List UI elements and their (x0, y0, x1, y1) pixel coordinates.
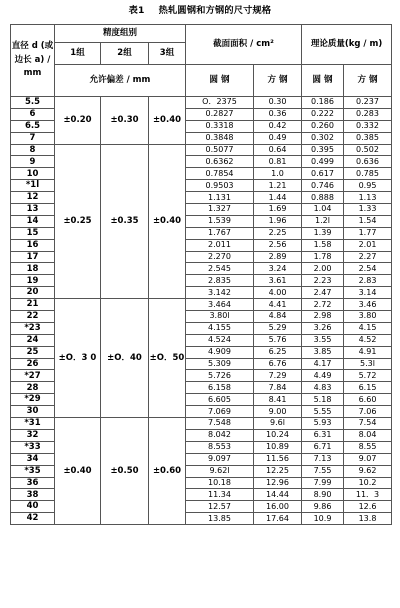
round-area-cell: 6.158 (186, 382, 254, 394)
header-round-area: 圆 钢 (186, 65, 254, 97)
round-area-cell: 2.545 (186, 263, 254, 275)
diameter-cell: 19 (11, 275, 55, 287)
table-row (11, 418, 392, 430)
tolerance-group2-cell: ±0.50 (101, 418, 149, 525)
header-precision-group: 精度组别 (55, 25, 186, 43)
tolerance-group1-cell: ±0.25 (55, 144, 101, 299)
square-area-cell: 4.41 (254, 299, 302, 311)
round-area-cell: 1.327 (186, 204, 254, 216)
diameter-cell: 6 (11, 108, 55, 120)
round-area-cell: 12.57 (186, 501, 254, 513)
round-area-cell: 11.34 (186, 489, 254, 501)
tolerance-group3-cell: ±0.60 (149, 418, 186, 525)
diameter-cell: 7 (11, 132, 55, 144)
round-mass-cell: 0.888 (302, 192, 344, 204)
round-mass-cell: 0.617 (302, 168, 344, 180)
square-mass-cell: 7.54 (344, 418, 392, 430)
header-round-mass: 圆 钢 (302, 65, 344, 97)
diameter-cell: 36 (11, 477, 55, 489)
round-area-cell: 0.3848 (186, 132, 254, 144)
header-area: 截面面积 / cm² (186, 25, 302, 65)
square-mass-cell: 1.77 (344, 227, 392, 239)
square-area-cell: 0.42 (254, 120, 302, 132)
square-mass-cell: 7.06 (344, 406, 392, 418)
square-area-cell: 14.44 (254, 489, 302, 501)
square-area-cell: 7.29 (254, 370, 302, 382)
square-area-cell: 16.00 (254, 501, 302, 513)
square-mass-cell: 2.83 (344, 275, 392, 287)
round-mass-cell: 3.85 (302, 346, 344, 358)
round-area-cell: 3.80l (186, 311, 254, 323)
diameter-cell: 38 (11, 489, 55, 501)
round-area-cell: 8.042 (186, 429, 254, 441)
steel-size-table (10, 24, 392, 525)
diameter-cell: *1l (11, 180, 55, 192)
round-area-cell: 0.7854 (186, 168, 254, 180)
round-mass-cell: 1.58 (302, 239, 344, 251)
round-mass-cell: 4.17 (302, 358, 344, 370)
diameter-cell: 30 (11, 406, 55, 418)
square-area-cell: 5.76 (254, 334, 302, 346)
square-area-cell: 1.96 (254, 215, 302, 227)
square-area-cell: 12.25 (254, 465, 302, 477)
square-mass-cell: 4.91 (344, 346, 392, 358)
square-area-cell: 10.24 (254, 429, 302, 441)
square-mass-cell: 9.07 (344, 453, 392, 465)
diameter-cell: 24 (11, 334, 55, 346)
diameter-cell: 10 (11, 168, 55, 180)
square-area-cell: 1.0 (254, 168, 302, 180)
diameter-cell: 26 (11, 358, 55, 370)
round-area-cell: 2.835 (186, 275, 254, 287)
round-area-cell: 9.097 (186, 453, 254, 465)
round-mass-cell: 1.04 (302, 204, 344, 216)
square-area-cell: 7.84 (254, 382, 302, 394)
round-mass-cell: 5.93 (302, 418, 344, 430)
square-area-cell: 2.89 (254, 251, 302, 263)
round-mass-cell: 5.55 (302, 406, 344, 418)
round-area-cell: 4.909 (186, 346, 254, 358)
square-mass-cell: 1.33 (344, 204, 392, 216)
round-area-cell: 10.18 (186, 477, 254, 489)
diameter-cell: 28 (11, 382, 55, 394)
square-mass-cell: 0.332 (344, 120, 392, 132)
diameter-cell: 16 (11, 239, 55, 251)
round-mass-cell: 0.499 (302, 156, 344, 168)
square-mass-cell: 0.283 (344, 108, 392, 120)
round-mass-cell: 2.00 (302, 263, 344, 275)
header-tolerance: 允许偏差 / mm (55, 65, 186, 97)
square-mass-cell: 0.95 (344, 180, 392, 192)
square-area-cell: 6.25 (254, 346, 302, 358)
square-mass-cell: 6.15 (344, 382, 392, 394)
diameter-cell: 20 (11, 287, 55, 299)
square-mass-cell: 3.46 (344, 299, 392, 311)
round-mass-cell: 7.55 (302, 465, 344, 477)
diameter-cell: 15 (11, 227, 55, 239)
square-mass-cell: 1.54 (344, 215, 392, 227)
round-mass-cell: 1.78 (302, 251, 344, 263)
square-mass-cell: 8.55 (344, 441, 392, 453)
round-mass-cell: 4.83 (302, 382, 344, 394)
diameter-cell: 40 (11, 501, 55, 513)
round-area-cell: 4.524 (186, 334, 254, 346)
square-area-cell: 8.41 (254, 394, 302, 406)
diameter-cell: 13 (11, 204, 55, 216)
square-mass-cell: 13.8 (344, 513, 392, 525)
round-area-cell: 2.011 (186, 239, 254, 251)
diameter-cell: *29 (11, 394, 55, 406)
diameter-cell: 21 (11, 299, 55, 311)
round-mass-cell: 9.86 (302, 501, 344, 513)
diameter-cell: 6.5 (11, 120, 55, 132)
diameter-cell: 18 (11, 263, 55, 275)
square-area-cell: 2.56 (254, 239, 302, 251)
round-area-cell: 5.726 (186, 370, 254, 382)
square-mass-cell: 4.52 (344, 334, 392, 346)
square-area-cell: 0.81 (254, 156, 302, 168)
round-area-cell: 1.767 (186, 227, 254, 239)
square-area-cell: 3.61 (254, 275, 302, 287)
square-mass-cell: 3.14 (344, 287, 392, 299)
header-group3: 3组 (149, 43, 186, 65)
round-mass-cell: 1.2l (302, 215, 344, 227)
square-area-cell: 17.64 (254, 513, 302, 525)
square-area-cell: 0.49 (254, 132, 302, 144)
round-area-cell: 4.155 (186, 322, 254, 334)
round-mass-cell: 7.13 (302, 453, 344, 465)
diameter-cell: 32 (11, 429, 55, 441)
tolerance-group2-cell: ±0.35 (101, 144, 149, 299)
diameter-cell: 42 (11, 513, 55, 525)
round-mass-cell: 10.9 (302, 513, 344, 525)
diameter-cell: 14 (11, 215, 55, 227)
round-area-cell: 5.309 (186, 358, 254, 370)
square-area-cell: 9.6l (254, 418, 302, 430)
round-mass-cell: 3.26 (302, 322, 344, 334)
tolerance-group1-cell: ±O．3 0 (55, 299, 101, 418)
diameter-cell: 17 (11, 251, 55, 263)
round-mass-cell: 6.71 (302, 441, 344, 453)
round-mass-cell: 8.90 (302, 489, 344, 501)
header-square-mass: 方 钢 (344, 65, 392, 97)
round-mass-cell: 3.55 (302, 334, 344, 346)
square-mass-cell: 2.01 (344, 239, 392, 251)
square-area-cell: 12.96 (254, 477, 302, 489)
round-area-cell: 7.548 (186, 418, 254, 430)
header-group2: 2组 (101, 43, 149, 65)
square-area-cell: 0.36 (254, 108, 302, 120)
round-area-cell: 1.539 (186, 215, 254, 227)
square-mass-cell: 0.785 (344, 168, 392, 180)
diameter-cell: 9 (11, 156, 55, 168)
square-mass-cell: 10.2 (344, 477, 392, 489)
square-area-cell: 1.69 (254, 204, 302, 216)
round-area-cell: 7.069 (186, 406, 254, 418)
square-mass-cell: 0.237 (344, 97, 392, 109)
square-mass-cell: 2.54 (344, 263, 392, 275)
round-mass-cell: 0.746 (302, 180, 344, 192)
round-area-cell: 0.5077 (186, 144, 254, 156)
square-area-cell: 3.24 (254, 263, 302, 275)
square-area-cell: 11.56 (254, 453, 302, 465)
diameter-cell: *33 (11, 441, 55, 453)
square-mass-cell: 3.80 (344, 311, 392, 323)
diameter-cell: *23 (11, 322, 55, 334)
square-area-cell: 0.64 (254, 144, 302, 156)
square-mass-cell: 6.60 (344, 394, 392, 406)
square-mass-cell: 5.3l (344, 358, 392, 370)
tolerance-group3-cell: ±0.40 (149, 97, 186, 145)
square-mass-cell: 9.62 (344, 465, 392, 477)
round-area-cell: 3.142 (186, 287, 254, 299)
round-area-cell: 0.9503 (186, 180, 254, 192)
tolerance-group1-cell: ±0.40 (55, 418, 101, 525)
tolerance-group3-cell: ±0.40 (149, 144, 186, 299)
square-mass-cell: 0.502 (344, 144, 392, 156)
tolerance-group2-cell: ±0.30 (101, 97, 149, 145)
round-mass-cell: 2.72 (302, 299, 344, 311)
round-mass-cell: 4.49 (302, 370, 344, 382)
diameter-cell: 12 (11, 192, 55, 204)
square-mass-cell: 1.13 (344, 192, 392, 204)
table-row (11, 299, 392, 311)
round-mass-cell: 6.31 (302, 429, 344, 441)
square-area-cell: 10.89 (254, 441, 302, 453)
round-area-cell: 0.6362 (186, 156, 254, 168)
square-area-cell: 1.44 (254, 192, 302, 204)
round-area-cell: 6.605 (186, 394, 254, 406)
diameter-cell: 22 (11, 311, 55, 323)
diameter-cell: 8 (11, 144, 55, 156)
round-area-cell: 0.2827 (186, 108, 254, 120)
diameter-cell: 34 (11, 453, 55, 465)
round-area-cell: 0.3318 (186, 120, 254, 132)
square-mass-cell: 4.15 (344, 322, 392, 334)
square-area-cell: 9.00 (254, 406, 302, 418)
round-mass-cell: 2.23 (302, 275, 344, 287)
diameter-cell: *31 (11, 418, 55, 430)
round-mass-cell: 2.47 (302, 287, 344, 299)
header-mass: 理论质量(kg / m) (302, 25, 392, 65)
header-diameter: 直径 d (或边长 a) / mm (11, 25, 55, 97)
square-area-cell: 5.29 (254, 322, 302, 334)
tolerance-group3-cell: ±O．50 (149, 299, 186, 418)
round-area-cell: 2.270 (186, 251, 254, 263)
header-group1: 1组 (55, 43, 101, 65)
diameter-cell: *35 (11, 465, 55, 477)
square-area-cell: 0.30 (254, 97, 302, 109)
square-mass-cell: 0.636 (344, 156, 392, 168)
square-area-cell: 4.00 (254, 287, 302, 299)
square-mass-cell: 2.27 (344, 251, 392, 263)
square-mass-cell: 11．3 (344, 489, 392, 501)
round-area-cell: 3.464 (186, 299, 254, 311)
table-row (11, 144, 392, 156)
diameter-cell: 25 (11, 346, 55, 358)
square-area-cell: 2.25 (254, 227, 302, 239)
round-area-cell: 1.131 (186, 192, 254, 204)
diameter-cell: 5.5 (11, 97, 55, 109)
square-area-cell: 1.21 (254, 180, 302, 192)
table-title-label: 表1 (128, 5, 145, 16)
square-mass-cell: 5.72 (344, 370, 392, 382)
round-area-cell: O．2375 (186, 97, 254, 109)
diameter-cell: *27 (11, 370, 55, 382)
tolerance-group1-cell: ±0.20 (55, 97, 101, 145)
round-mass-cell: 2.98 (302, 311, 344, 323)
round-mass-cell: 1.39 (302, 227, 344, 239)
tolerance-group2-cell: ±O．40 (101, 299, 149, 418)
round-mass-cell: 5.18 (302, 394, 344, 406)
round-area-cell: 13.85 (186, 513, 254, 525)
square-area-cell: 4.84 (254, 311, 302, 323)
table-row (11, 97, 392, 109)
square-mass-cell: 8.04 (344, 429, 392, 441)
header-square-area: 方 钢 (254, 65, 302, 97)
square-mass-cell: 12.6 (344, 501, 392, 513)
round-area-cell: 8.553 (186, 441, 254, 453)
square-mass-cell: 0.385 (344, 132, 392, 144)
round-mass-cell: 0.302 (302, 132, 344, 144)
round-mass-cell: 0.260 (302, 120, 344, 132)
round-mass-cell: 7.99 (302, 477, 344, 489)
square-area-cell: 6.76 (254, 358, 302, 370)
round-mass-cell: 0.222 (302, 108, 344, 120)
table-title (0, 2, 400, 16)
round-mass-cell: 0.186 (302, 97, 344, 109)
round-area-cell: 9.62l (186, 465, 254, 477)
round-mass-cell: 0.395 (302, 144, 344, 156)
table-title-text: 热轧圆钢和方钢的尺寸规格 (158, 5, 272, 16)
